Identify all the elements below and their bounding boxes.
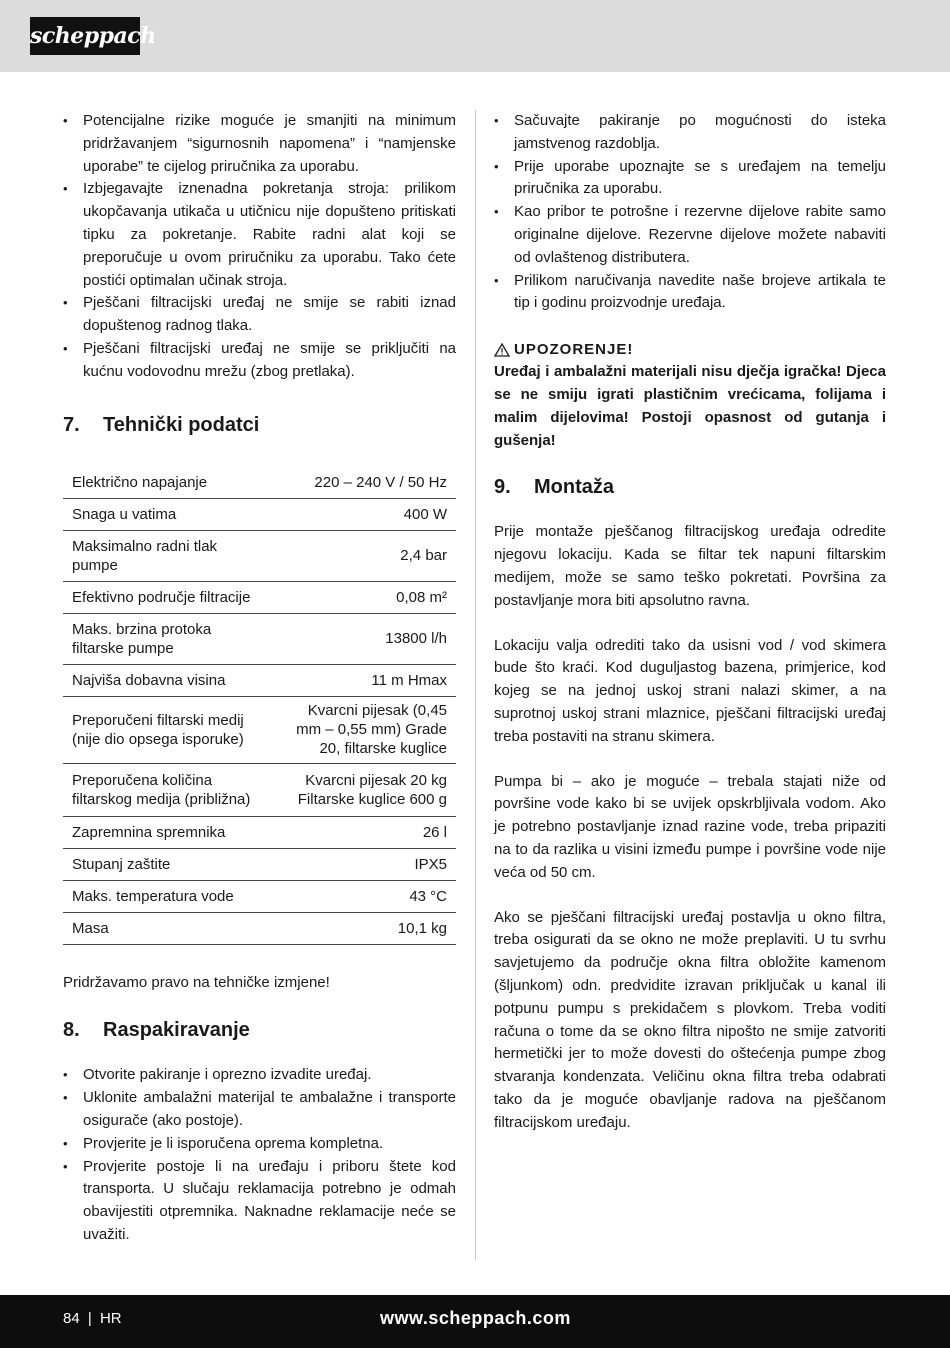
unpacking-bullet-list: [63, 1064, 456, 1246]
list-item: • Izbjegavajte iznenadna pokretanja stroja: prilikom ukopčavanja utikača u utičnicu nije dopušteno pritiskati tipku za pokretanje. Rabite radni alat koji se preporučuje u ovom priručniku za uporabu. Tako ćete postići optimalan učinak stroja.: [63, 178, 456, 292]
spec-value: Kvarcni pijesak 20 kg Filtarske kuglice 600 g: [273, 763, 456, 816]
warning-text: Uređaj i ambalažni materijali nisu dječja igračka! Djeca se ne smiju igrati plastičnim vrećicama, folijama i malim dijelovima! Postoji opasnost od gutanja i gušenja!: [494, 363, 886, 449]
list-item: • Pješčani filtracijski uređaj ne smije se rabiti iznad dopuštenog radnog tlaka.: [63, 292, 456, 338]
website-url: www.scheppach.com: [380, 1308, 571, 1328]
spec-label: Zapremnina spremnika: [63, 816, 273, 848]
list-item: • Provjerite postoje li na uređaju i priboru štete kod transporta. U slučaju reklamacija potrebno je odmah obavijestiti otpremnika. Naknadne reklamacije neće se uvažiti.: [63, 1156, 456, 1247]
page-indicator: [63, 1310, 122, 1327]
spec-value: IPX5: [273, 848, 456, 880]
warning-box: [494, 339, 886, 452]
spec-label: Najviša dobavna visina: [63, 664, 273, 696]
spec-label: Električno napajanje: [63, 467, 273, 499]
section-title: Raspakiravanje: [103, 1019, 250, 1042]
list-item: • Uklonite ambalažni materijal te ambalažne i transporte osigurače (ako postoje).: [63, 1087, 456, 1133]
table-row: [63, 816, 456, 848]
spec-label: Maks. brzina protoka filtarske pumpe: [63, 613, 273, 664]
technical-changes-note: Pridržavamo pravo na tehničke izmjene!: [63, 973, 330, 991]
list-item: • Sačuvajte pakiranje po mogućnosti do isteka jamstvenog razdoblja.: [494, 110, 886, 156]
section-number: 7.: [63, 413, 80, 436]
spec-label: Preporučena količina filtarskog medija (približna): [63, 763, 273, 816]
column-divider: [475, 110, 476, 1260]
safety-bullet-list: [63, 110, 456, 384]
table-row: [63, 530, 456, 581]
spec-label: Preporučeni filtarski medij (nije dio opsega isporuke): [63, 696, 273, 763]
spec-label: Maks. temperatura vode: [63, 880, 273, 912]
spec-value: 0,08 m²: [273, 581, 456, 613]
spec-value: 26 l: [273, 816, 456, 848]
section-9-heading: [494, 476, 886, 499]
spec-value: 13800 l/h: [273, 613, 456, 664]
list-item: • Provjerite je li isporučena oprema kompletna.: [63, 1133, 456, 1156]
table-row: [63, 581, 456, 613]
language-code: HR: [99, 1310, 122, 1327]
right-column: [494, 110, 886, 1134]
section-7-heading: [63, 414, 456, 437]
spec-label: Snaga u vatima: [63, 498, 273, 530]
section-title: Montaža: [534, 476, 614, 499]
spec-value: Kvarcni pijesak (0,45 mm – 0,55 mm) Grade 20, filtarske kuglice: [273, 696, 456, 763]
spec-label: Maksimalno radni tlak pumpe: [63, 530, 273, 581]
table-row: [63, 880, 456, 912]
section-number: 8.: [63, 1019, 80, 1042]
section-number: 9.: [494, 476, 511, 499]
section-title: Tehnički podatci: [103, 413, 260, 436]
spec-label: Stupanj zaštite: [63, 848, 273, 880]
table-row: [63, 664, 456, 696]
paragraph: Lokaciju valja odrediti tako da usisni vod / vod skimera bude što kraći. Kod duguljastog bazena, primjerice, kod kojeg se na jednoj uskoj strani nalazi skimer, a na suprotnoj uskoj strani mlaznice, pješčani filtracijski uređaj treba postaviti na stranu skimera.: [494, 636, 886, 745]
warning-title: UPOZORENJE!: [514, 341, 634, 359]
spec-value: 2,4 bar: [273, 530, 456, 581]
list-item: • Pješčani filtracijski uređaj ne smije se priključiti na kućnu vodovodnu mrežu (zbog pretlaka).: [63, 338, 456, 384]
paragraph: Pumpa bi – ako je moguće – trebala stajati niže od površine vode kako bi se uvijek opskrbljivala vodom. Ako je potrebno postavljanje iznad razine vode, treba pripaziti na to da razlika u visini između pumpe i površine vode nije veća od 50 cm.: [494, 772, 886, 881]
spec-label: Efektivno područje filtracije: [63, 581, 273, 613]
list-item: • Prije uporabe upoznajte se s uređajem na temelju priručnika za uporabu.: [494, 156, 886, 202]
left-column: [63, 110, 456, 1247]
page-number: 84: [63, 1310, 80, 1327]
footer-bar: [0, 1295, 950, 1348]
table-row: [63, 498, 456, 530]
warning-triangle-icon: [494, 343, 510, 357]
paragraph: Ako se pješčani filtracijski uređaj postavlja u okno filtra, treba osigurati da se okno ne može preplaviti. U tu svrhu savjetujemo da područje okna filtra obložite kamenom (šljunkom) odn. predvidite izravan priključak u kanal ili potpunu pumpu s prekidačem s plovkom. Treba voditi računa o tome da se okno filtra nipošto ne smije zatvoriti hermetički jer to može dovesti do oštećenja pumpe zbog stvaranja kondenzata. Veličinu okna filtra treba odabrati tako da je moguće obavljanje radova na pješčanom filtracijskom uređaju.: [494, 908, 886, 1131]
spec-label: Masa: [63, 912, 273, 944]
list-item: • Potencijalne rizike moguće je smanjiti na minimum pridržavanjem “sigurnosnih napomena” i “namjenske uporabe” te cijelog priručnika za uporabu.: [63, 110, 456, 178]
packaging-bullet-list: [494, 110, 886, 315]
list-item: • Otvorite pakiranje i oprezno izvadite uređaj.: [63, 1064, 456, 1087]
spec-value: 220 – 240 V / 50 Hz: [273, 467, 456, 499]
spec-value: 400 W: [273, 498, 456, 530]
table-row: [63, 696, 456, 763]
table-row: [63, 848, 456, 880]
header-bar: [0, 0, 950, 72]
separator: |: [87, 1310, 92, 1327]
paragraph: Prije montaže pješčanog filtracijskog uređaja odredite njegovu lokaciju. Kada se filtar tek napuni filtarskim medijem, može se samo teško pokretati. Površina za postavljanje mora biti apsolutno ravna.: [494, 523, 886, 609]
spec-value: 10,1 kg: [273, 912, 456, 944]
table-row: [63, 763, 456, 816]
spec-value: 11 m Hmax: [273, 664, 456, 696]
table-row: [63, 467, 456, 499]
technical-data-table: [63, 467, 456, 945]
list-item: • Prilikom naručivanja navedite naše brojeve artikala te tip i godinu proizvodnje uređaja.: [494, 270, 886, 316]
spec-value: 43 °C: [273, 880, 456, 912]
list-item: • Kao pribor te potrošne i rezervne dijelove rabite samo originalne dijelove. Rezervne dijelove možete nabaviti od ovlaštenog distributera.: [494, 201, 886, 269]
brand-logo: scheppach: [30, 17, 140, 55]
warning-heading: [494, 339, 886, 361]
section-8-heading: [63, 1019, 456, 1042]
table-row: [63, 912, 456, 944]
table-row: [63, 613, 456, 664]
